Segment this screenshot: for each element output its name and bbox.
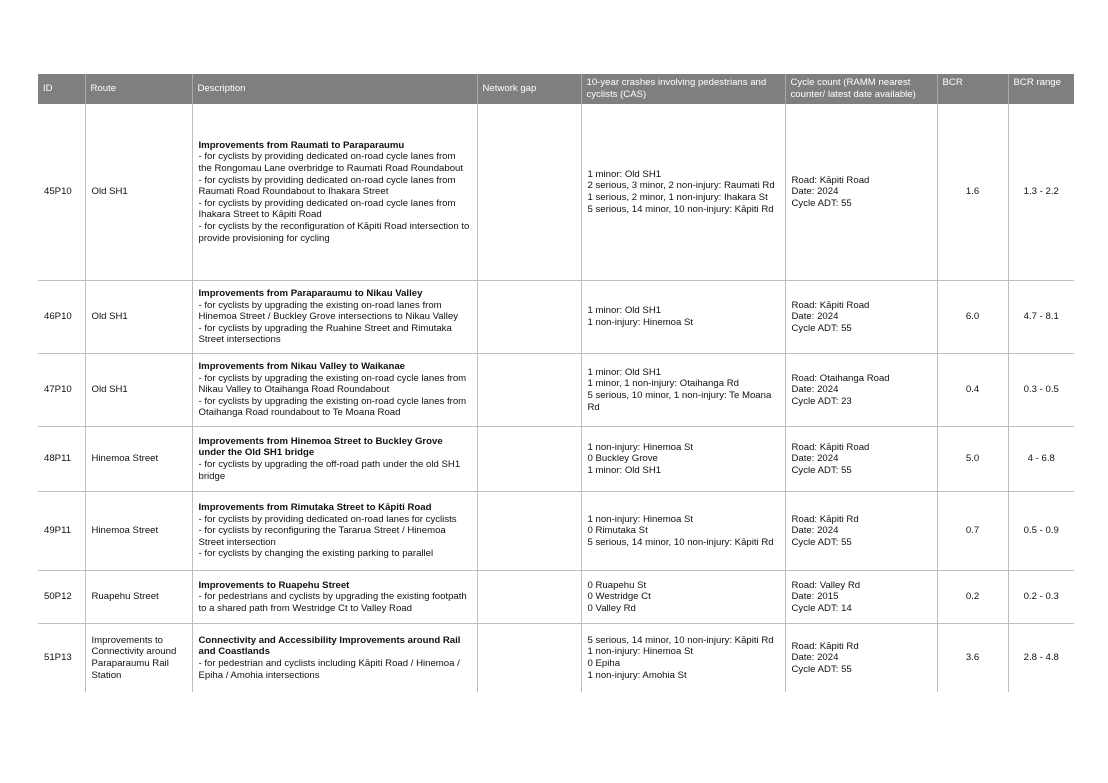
table-row: [38, 281, 1074, 354]
cell-id: 51P13: [38, 624, 85, 693]
table-body: [38, 104, 1074, 692]
table-row: [38, 571, 1074, 624]
table-row: [38, 427, 1074, 492]
cell-route: Hinemoa Street: [85, 492, 192, 571]
cell-cycle-count: Road: Valley Rd Date: 2015 Cycle ADT: 14: [785, 571, 937, 624]
header-row: [38, 74, 1074, 104]
cell-cycle-count: Road: Otaihanga Road Date: 2024 Cycle ADT: 23: [785, 354, 937, 427]
cell-network-gap: [477, 571, 581, 624]
description-body: - for cyclists by upgrading the existing on-road lanes from Hinemoa Street / Buckley Grove intersections to Nikau Valley - for cyclists by upgrading the Ruahine Street and Rimutaka Street intersections: [198, 299, 458, 346]
cell-crashes: 1 minor: Old SH1 2 serious, 3 minor, 2 non-injury: Raumati Rd 1 serious, 2 minor, 1 non-injury: Ihakara St 5 serious, 14 minor, 10 non-injury: Kāpiti Rd: [581, 104, 785, 281]
projects-table-container: [38, 74, 1074, 692]
cell-network-gap: [477, 492, 581, 571]
description-body: - for pedestrian and cyclists including Kāpiti Road / Hinemoa / Epiha / Amohia intersections: [198, 658, 460, 681]
header-id: ID: [38, 74, 85, 104]
cell-bcr-range: 0.3 - 0.5: [1008, 354, 1074, 427]
cell-network-gap: [477, 624, 581, 693]
cell-description: [192, 104, 477, 281]
description-body: - for cyclists by providing dedicated on-road lanes for cyclists - for cyclists by reconfiguring the Tararua Street / Hinemoa Street intersection - for cyclists by changing the existing parking to parallel: [198, 513, 457, 560]
cell-description: [192, 624, 477, 693]
header-route: Route: [85, 74, 192, 104]
table-row: [38, 492, 1074, 571]
cell-bcr: 5.0: [937, 427, 1008, 492]
cell-description: [192, 354, 477, 427]
cell-bcr: 0.2: [937, 571, 1008, 624]
cell-crashes: 1 minor: Old SH1 1 minor, 1 non-injury: Otaihanga Rd 5 serious, 10 minor, 1 non-injury: Te Moana Rd: [581, 354, 785, 427]
description-title: Improvements from Paraparaumu to Nikau Valley: [198, 288, 423, 300]
cell-bcr-range: 0.5 - 0.9: [1008, 492, 1074, 571]
cell-bcr: 1.6: [937, 104, 1008, 281]
description-body: - for cyclists by upgrading the off-road path under the old SH1 bridge: [198, 459, 461, 482]
cell-bcr-range: 4 - 6.8: [1008, 427, 1074, 492]
header-bcr-range: BCR range: [1008, 74, 1074, 104]
description-title: Improvements from Raumati to Paraparaumu: [198, 139, 405, 151]
table-row: [38, 354, 1074, 427]
cell-bcr: 6.0: [937, 281, 1008, 354]
projects-table: [38, 74, 1074, 692]
cell-route: Ruapehu Street: [85, 571, 192, 624]
cell-bcr-range: 0.2 - 0.3: [1008, 571, 1074, 624]
cell-id: 45P10: [38, 104, 85, 281]
table-row: [38, 624, 1074, 693]
description-title: Improvements from Nikau Valley to Waikanae: [198, 361, 406, 373]
cell-crashes: 1 minor: Old SH1 1 non-injury: Hinemoa St: [581, 281, 785, 354]
cell-route: Hinemoa Street: [85, 427, 192, 492]
cell-bcr: 0.7: [937, 492, 1008, 571]
header-crashes: 10-year crashes involving pedestrians and cyclists (CAS): [581, 74, 785, 104]
cell-route: Old SH1: [85, 354, 192, 427]
cell-bcr-range: 4.7 - 8.1: [1008, 281, 1074, 354]
header-network-gap: Network gap: [477, 74, 581, 104]
cell-network-gap: [477, 354, 581, 427]
cell-cycle-count: Road: Kāpiti Road Date: 2024 Cycle ADT: 55: [785, 427, 937, 492]
cell-id: 46P10: [38, 281, 85, 354]
cell-bcr: 3.6: [937, 624, 1008, 693]
cell-description: [192, 571, 477, 624]
cell-bcr-range: 1.3 - 2.2: [1008, 104, 1074, 281]
cell-crashes: 1 non-injury: Hinemoa St 0 Buckley Grove 1 minor: Old SH1: [581, 427, 785, 492]
description-title: Improvements from Hinemoa Street to Buckley Grove under the Old SH1 bridge: [198, 435, 443, 459]
cell-bcr: 0.4: [937, 354, 1008, 427]
description-body: - for pedestrians and cyclists by upgrading the existing footpath to a shared path from Westridge Ct to Valley Road: [198, 591, 467, 614]
cell-network-gap: [477, 427, 581, 492]
cell-route: Old SH1: [85, 281, 192, 354]
description-title: Improvements from Rimutaka Street to Kāpiti Road: [198, 502, 432, 514]
cell-description: [192, 492, 477, 571]
cell-crashes: 0 Ruapehu St 0 Westridge Ct 0 Valley Rd: [581, 571, 785, 624]
cell-id: 50P12: [38, 571, 85, 624]
cell-id: 47P10: [38, 354, 85, 427]
cell-cycle-count: Road: Kāpiti Rd Date: 2024 Cycle ADT: 55: [785, 492, 937, 571]
cell-crashes: 1 non-injury: Hinemoa St 0 Rimutaka St 5 serious, 14 minor, 10 non-injury: Kāpiti Rd: [581, 492, 785, 571]
description-body: - for cyclists by providing dedicated on-road cycle lanes from the Rongomau Lane overbridge to Raumati Road Roundabout - for cyclists by providing dedicated on-road cycle lanes from Raumati Road Roundabout to Ihakara Street - for cyclists by providing dedicated on-road cycle lanes from Ihakara Street to Kāpiti Road - for cyclists by the reconfiguration of Kāpiti Road intersection to provide provisioning for cycling: [198, 151, 470, 244]
cell-network-gap: [477, 104, 581, 281]
cell-cycle-count: Road: Kāpiti Road Date: 2024 Cycle ADT: 55: [785, 281, 937, 354]
table-row: [38, 104, 1074, 281]
cell-id: 48P11: [38, 427, 85, 492]
table-header: [38, 74, 1074, 104]
cell-cycle-count: Road: Kāpiti Road Date: 2024 Cycle ADT: 55: [785, 104, 937, 281]
header-bcr: BCR: [937, 74, 1008, 104]
cell-bcr-range: 2.8 - 4.8: [1023, 652, 1059, 664]
cell-description: [192, 427, 477, 492]
header-description: Description: [192, 74, 477, 104]
description-body: - for cyclists by upgrading the existing on-road cycle lanes from Nikau Valley to Otaihanga Road Roundabout - for cyclists by upgrading the existing on-road cycle lanes from Otaihanga Road roundabout to Te Moana Road: [198, 372, 467, 419]
description-title: Improvements to Ruapehu Street: [198, 579, 350, 591]
cell-description: [192, 281, 477, 354]
cell-network-gap: [477, 281, 581, 354]
cell-id: 49P11: [38, 492, 85, 571]
header-cycle-count: Cycle count (RAMM nearest counter/ latest date available): [785, 74, 937, 104]
cell-route: Improvements to Connectivity around Paraparaumu Rail Station: [85, 624, 192, 693]
cell-crashes: 5 serious, 14 minor, 10 non-injury: Kāpiti Rd 1 non-injury: Hinemoa St 0 Epiha 1 non-injury: Amohia St: [581, 624, 785, 693]
cell-route: Old SH1: [85, 104, 192, 281]
description-title: Connectivity and Accessibility Improvements around Rail and Coastlands: [198, 634, 461, 658]
cell-cycle-count: Road: Kāpiti Rd Date: 2024 Cycle ADT: 55: [785, 624, 937, 693]
